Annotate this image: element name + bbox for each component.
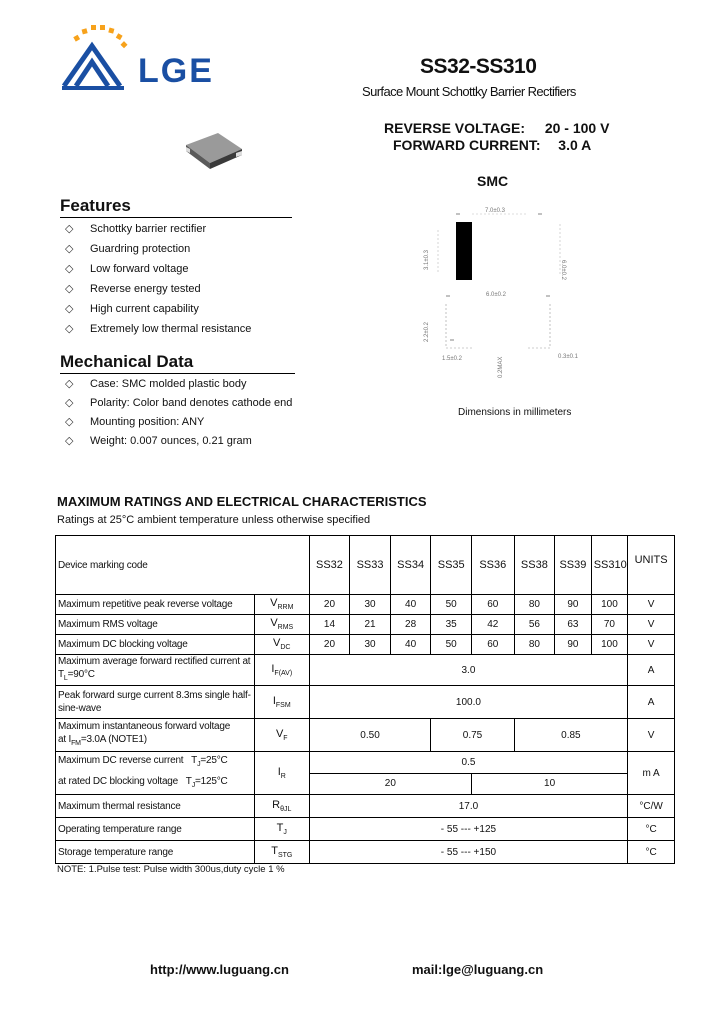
ratings-table [55,535,675,864]
mechanical-list [60,375,292,451]
product-subtitle: Surface Mount Schottky Barrier Rectifiers [362,84,576,99]
part-col-header: SS36 [471,536,514,595]
reverse-voltage-value: 20 - 100 V [544,120,610,136]
diamond-bullet-icon: ◇ [65,283,74,295]
list-item: ◇ Mounting position: ANY [60,413,292,432]
list-item: ◇ Weight: 0.007 ounces, 0.21 gram [60,432,292,451]
table-row: Maximum thermal resistance $R_{\theta JL}$ 17.0 °C/W [56,795,675,818]
table-row: Peak forward surge current 8.3ms single half- sine-wave $I_{FSM}$ 100.0 A [56,686,675,719]
list-item: ◇ Case: SMC molded plastic body [60,375,292,394]
diamond-bullet-icon: ◇ [65,435,74,447]
table-row: Maximum repetitive peak reverse voltage $V_{RRM}$ 20 30 40 50 60 80 90 100 V [56,595,675,615]
diamond-bullet-icon: ◇ [65,323,74,335]
reverse-voltage-label: REVERSE VOLTAGE: [384,120,526,136]
forward-current-value: 3.0 A [558,137,592,153]
logo-mark-icon [58,22,138,94]
package-photo [180,125,250,173]
dim-label: 3.1±0.3 [424,250,430,270]
part-col-header: SS32 [309,536,350,595]
part-col-header: SS33 [350,536,391,595]
table-row: 20 10 [56,773,675,795]
table-header-row [56,536,675,595]
table-row: Maximum DC blocking voltage $V_{DC}$ 20 30 40 50 60 80 90 100 V [56,635,675,655]
email-link[interactable]: mail:lge@luguang.cn [412,962,544,977]
diamond-bullet-icon: ◇ [65,243,74,255]
table-row: Operating temperature range $T_J$ - 55 --- +125 °C [56,818,675,841]
diamond-bullet-icon: ◇ [65,397,74,409]
part-col-header: SS35 [431,536,472,595]
dim-label: 6.0±0.2 [486,292,506,298]
dimensions-caption: Dimensions in millimeters [458,407,572,418]
diamond-bullet-icon: ◇ [65,263,74,275]
logo-text: LGE [138,52,214,90]
diamond-bullet-icon: ◇ [65,416,74,428]
company-logo [58,22,138,94]
list-item: ◇ Guardring protection [60,239,251,259]
part-col-header: SS34 [390,536,431,595]
table-row: Maximum RMS voltage $V_{RMS}$ 14 21 28 35 42 56 63 70 V [56,615,675,635]
table-row: Maximum DC reverse current $T_J=25^\circ C$ at rated DC blocking voltage $T_J=125^\circ C$ $I_R$ 0.5 m A [56,752,675,774]
dim-label: 0.2MAX [498,356,504,378]
website-link[interactable]: http://www.luguang.cn [150,962,289,977]
forward-current-label: FORWARD CURRENT: [393,137,541,153]
part-col-header: SS310 [591,536,628,595]
diamond-bullet-icon: ◇ [65,378,74,390]
part-col-header: SS39 [555,536,592,595]
package-name: SMC [477,173,509,189]
dimension-drawing [410,200,610,380]
table-row: Maximum average forward rectified current at $T_L=90^\circ C$ $I_{F(AV)}$ 3.0 A [56,655,675,686]
header-desc: Device marking code [56,536,310,595]
reverse-voltage-spec [384,120,609,136]
features-list [60,219,251,339]
part-number-title: SS32-SS310 [420,55,537,78]
features-heading: Features [60,196,292,218]
dim-label: 0.3±0.1 [558,354,578,360]
dim-label: 1.5±0.2 [442,356,462,362]
table-note: NOTE: 1.Pulse test: Pulse width 300us,duty cycle 1 % [57,864,285,875]
dim-label: 6.0±0.2 [560,260,566,280]
outline-drawing-icon [410,200,610,380]
units-col-header: UNITS [628,536,675,595]
table-row: Maximum instantaneous forward voltage at $I_{FM}=3.0A$ (NOTE1) $V_F$ 0.50 0.75 0.85 V [56,719,675,752]
ratings-subtitle: Ratings at 25°C ambient temperature unless otherwise specified [57,514,371,526]
list-item: ◇ Schottky barrier rectifier [60,219,251,239]
ratings-title: MAXIMUM RATINGS AND ELECTRICAL CHARACTERISTICS [57,494,427,509]
dim-label: 2.2±0.2 [424,322,430,342]
list-item: ◇ Reverse energy tested [60,279,251,299]
list-item: ◇ Low forward voltage [60,259,251,279]
mechanical-data-heading: Mechanical Data [60,352,295,374]
table-row: Storage temperature range $T_{STG}$ - 55 --- +150 °C [56,841,675,864]
smc-chip-image-icon [180,125,250,173]
forward-current-spec [393,137,591,153]
list-item: ◇ Extremely low thermal resistance [60,319,251,339]
part-col-header: SS38 [514,536,555,595]
dim-label: 7.0±0.3 [485,208,505,214]
diamond-bullet-icon: ◇ [65,223,74,235]
list-item: ◇ High current capability [60,299,251,319]
diamond-bullet-icon: ◇ [65,303,74,315]
list-item: ◇ Polarity: Color band denotes cathode end [60,394,292,413]
